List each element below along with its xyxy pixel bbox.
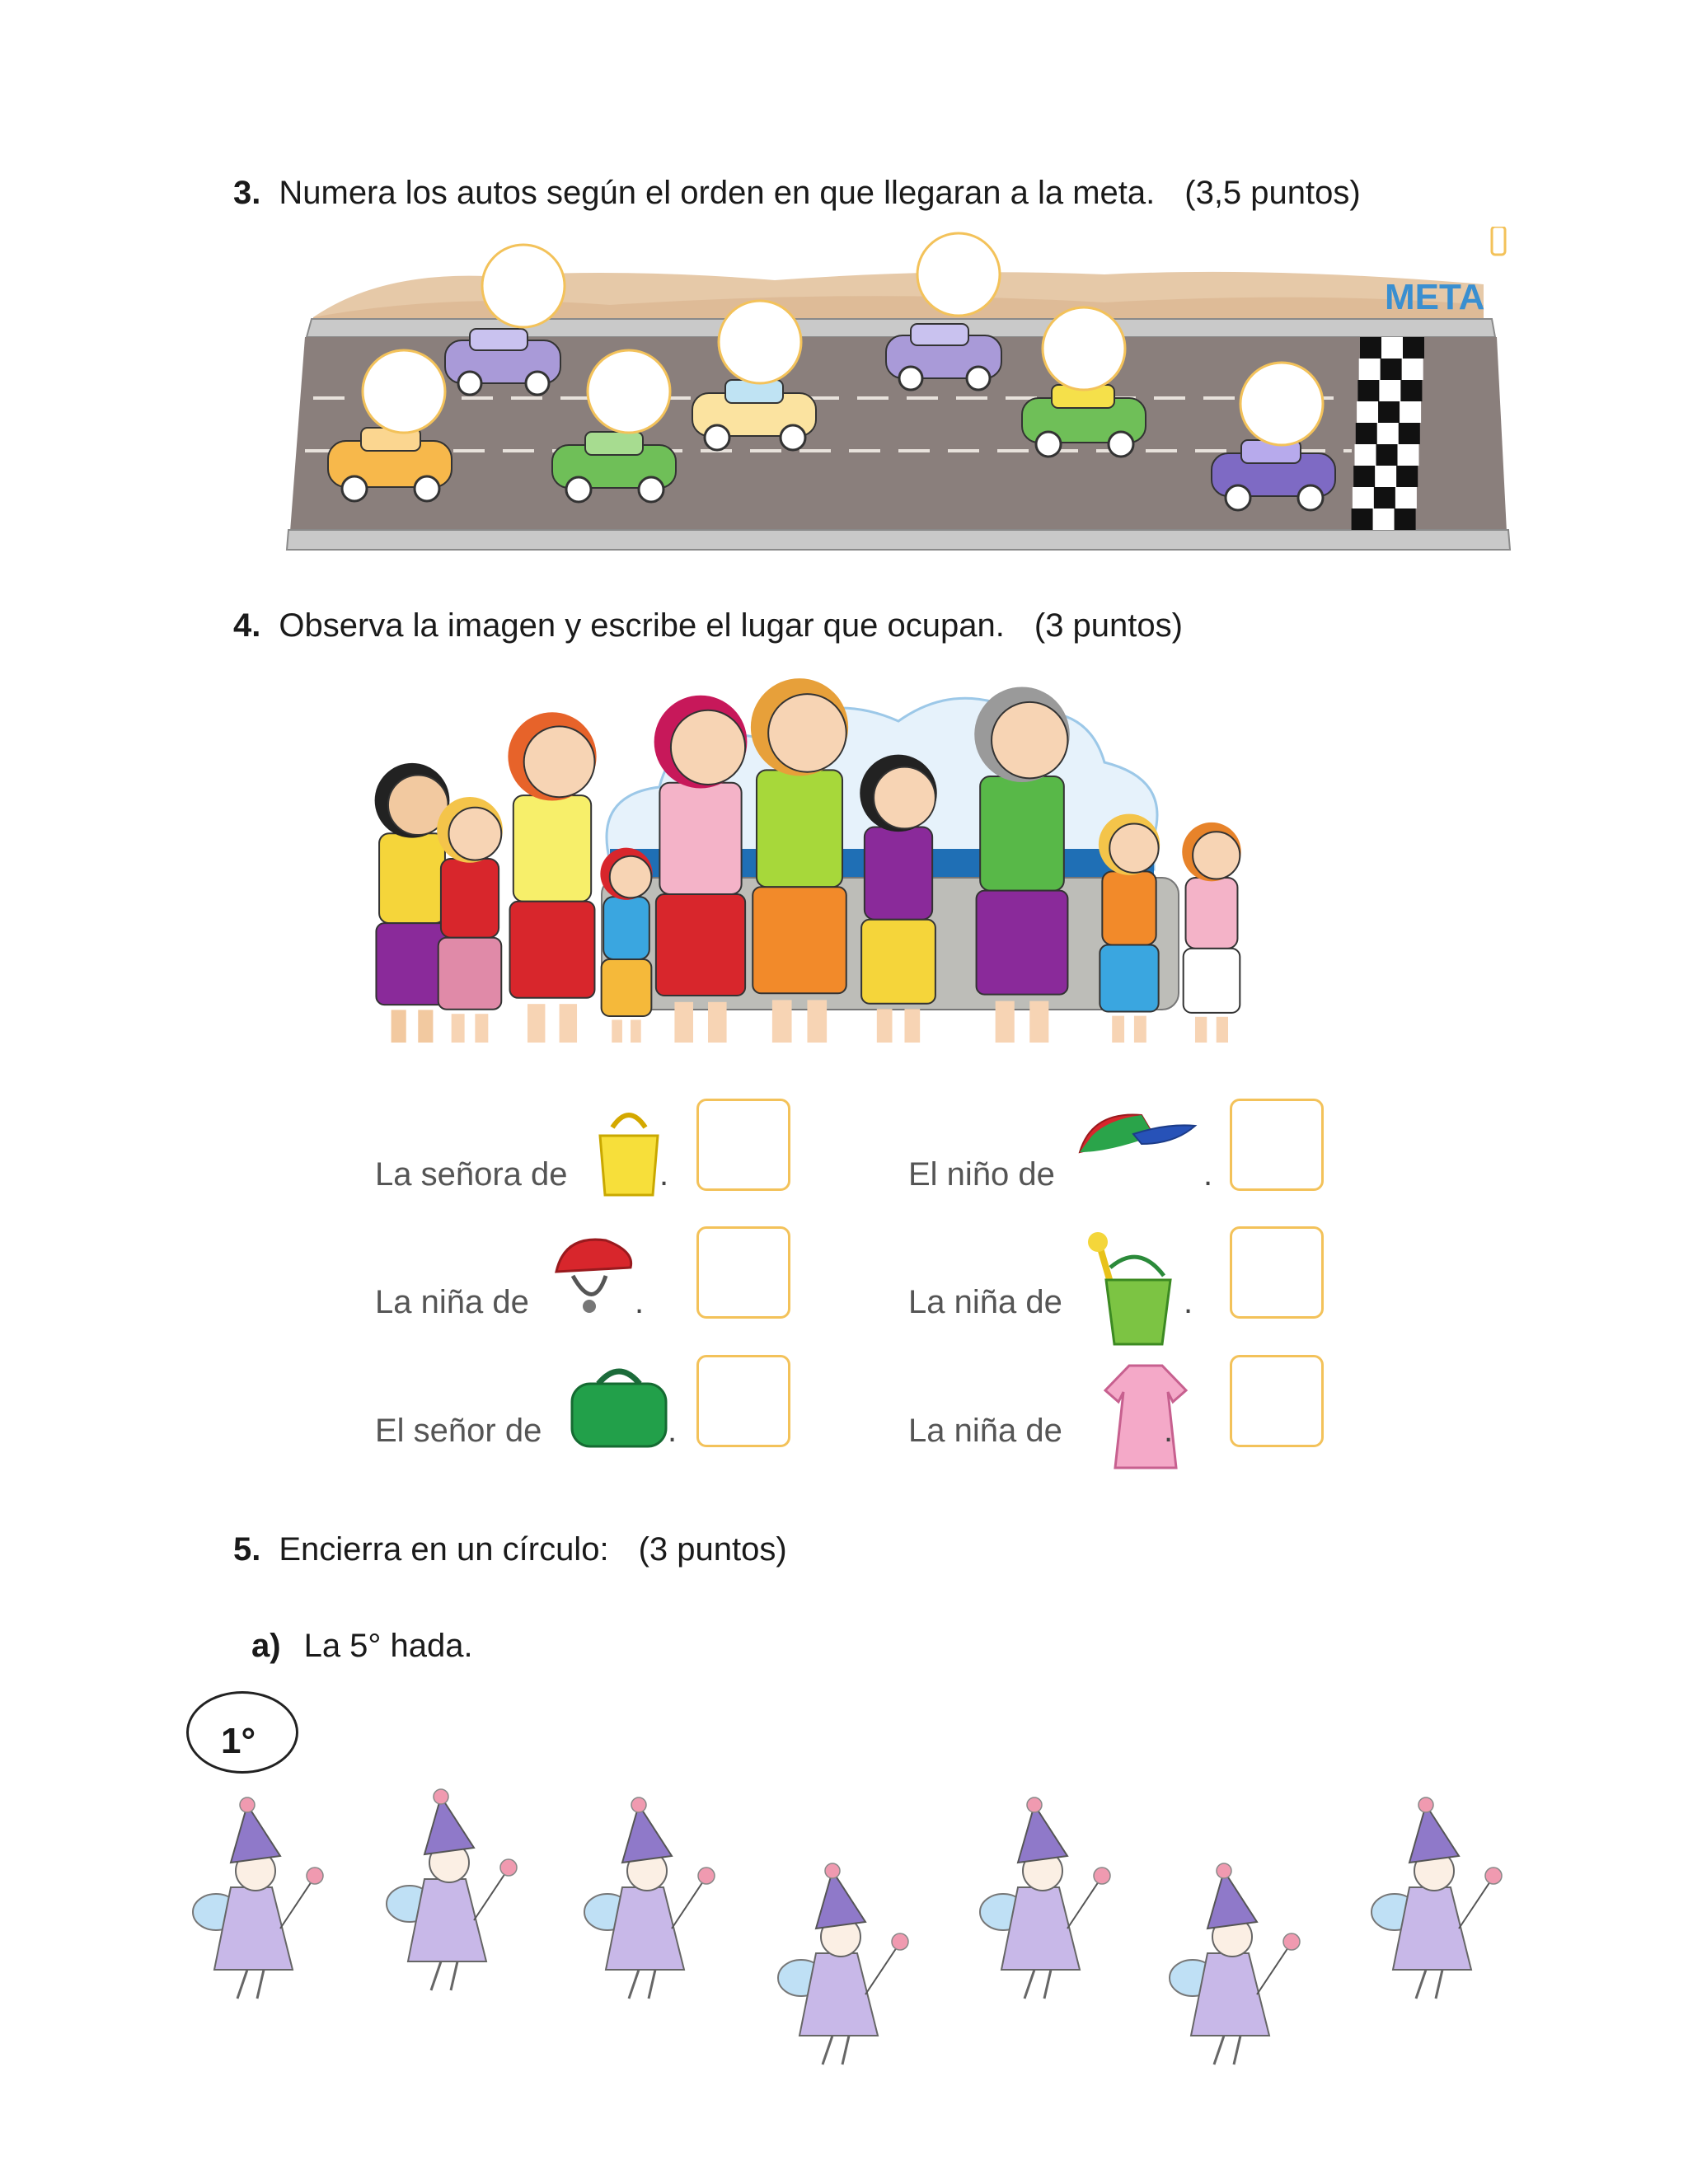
end-mark: . <box>635 1284 645 1320</box>
person <box>751 678 848 1043</box>
end-mark: . <box>659 1156 669 1193</box>
place-label: El señor de <box>375 1413 542 1449</box>
place-label: La niña de <box>908 1284 1062 1320</box>
answer-box[interactable] <box>696 1355 790 1447</box>
place-label: El niño de <box>908 1156 1055 1193</box>
person <box>860 755 937 1043</box>
red-cap-icon <box>548 1230 639 1325</box>
question-number: 4. <box>233 607 261 644</box>
question-3 <box>233 175 1361 212</box>
finish-flag <box>1352 337 1424 530</box>
question-points: (3 puntos) <box>638 1531 787 1568</box>
answer-circle <box>719 301 801 383</box>
fairy <box>193 1797 323 1999</box>
question-points: (3 puntos) <box>1034 607 1183 644</box>
fairy <box>1170 1863 1300 2064</box>
people-illustration <box>363 672 1311 1051</box>
person <box>654 696 748 1043</box>
question-points: (3,5 puntos) <box>1184 175 1361 211</box>
fairy <box>387 1789 517 1990</box>
pink-dress-icon <box>1100 1359 1191 1479</box>
question-4 <box>233 607 1183 644</box>
question-number: 3. <box>233 175 261 211</box>
person <box>437 797 503 1043</box>
question-text: Observa la imagen y escribe el lugar que ocupan. <box>279 607 1005 644</box>
yellow-bag-icon <box>592 1103 669 1206</box>
question-number: 5. <box>233 1531 261 1568</box>
answer-box[interactable] <box>1230 1226 1324 1319</box>
blue-cap-icon <box>1076 1103 1199 1173</box>
answer-box[interactable] <box>1230 1099 1324 1191</box>
bottom-rail <box>287 530 1510 550</box>
answer-box[interactable] <box>1230 1355 1324 1447</box>
person <box>1099 814 1160 1043</box>
fairy <box>778 1863 908 2064</box>
answer-circle <box>1043 307 1125 390</box>
answer-box[interactable] <box>696 1099 790 1191</box>
answer-box[interactable] <box>696 1226 790 1319</box>
place-label: La señora de <box>375 1156 568 1193</box>
item-letter: a) <box>251 1628 281 1664</box>
answer-circle <box>917 233 1000 316</box>
answer-circle <box>363 350 445 433</box>
answer-circle <box>1240 363 1323 445</box>
question-text: Encierra en un círculo: <box>279 1531 609 1568</box>
end-mark: . <box>1203 1156 1213 1193</box>
place-label: La niña de <box>375 1284 529 1320</box>
first-position-label: 1° <box>221 1721 256 1761</box>
place-label: La niña de <box>908 1413 1062 1449</box>
fairy <box>980 1797 1110 1999</box>
race-illustration <box>280 227 1517 556</box>
answer-circle <box>588 350 670 433</box>
person <box>508 712 596 1043</box>
question-5a <box>251 1628 473 1665</box>
end-mark: . <box>668 1413 678 1449</box>
person <box>600 848 652 1043</box>
item-text: La 5° hada. <box>303 1628 473 1664</box>
fairies-row <box>181 1772 1517 2069</box>
fairy <box>584 1797 715 1999</box>
answer-circle <box>482 245 565 327</box>
meta-label: META <box>1385 277 1485 317</box>
end-mark: . <box>1184 1284 1193 1320</box>
question-5 <box>233 1531 787 1568</box>
bucket-icon <box>1081 1230 1172 1358</box>
fairy <box>1372 1797 1502 1999</box>
person <box>974 687 1070 1043</box>
end-mark: . <box>1164 1413 1174 1449</box>
question-text: Numera los autos según el orden en que llegaran a la meta. <box>279 175 1156 211</box>
green-bag-icon <box>565 1359 673 1454</box>
person <box>1182 823 1241 1043</box>
